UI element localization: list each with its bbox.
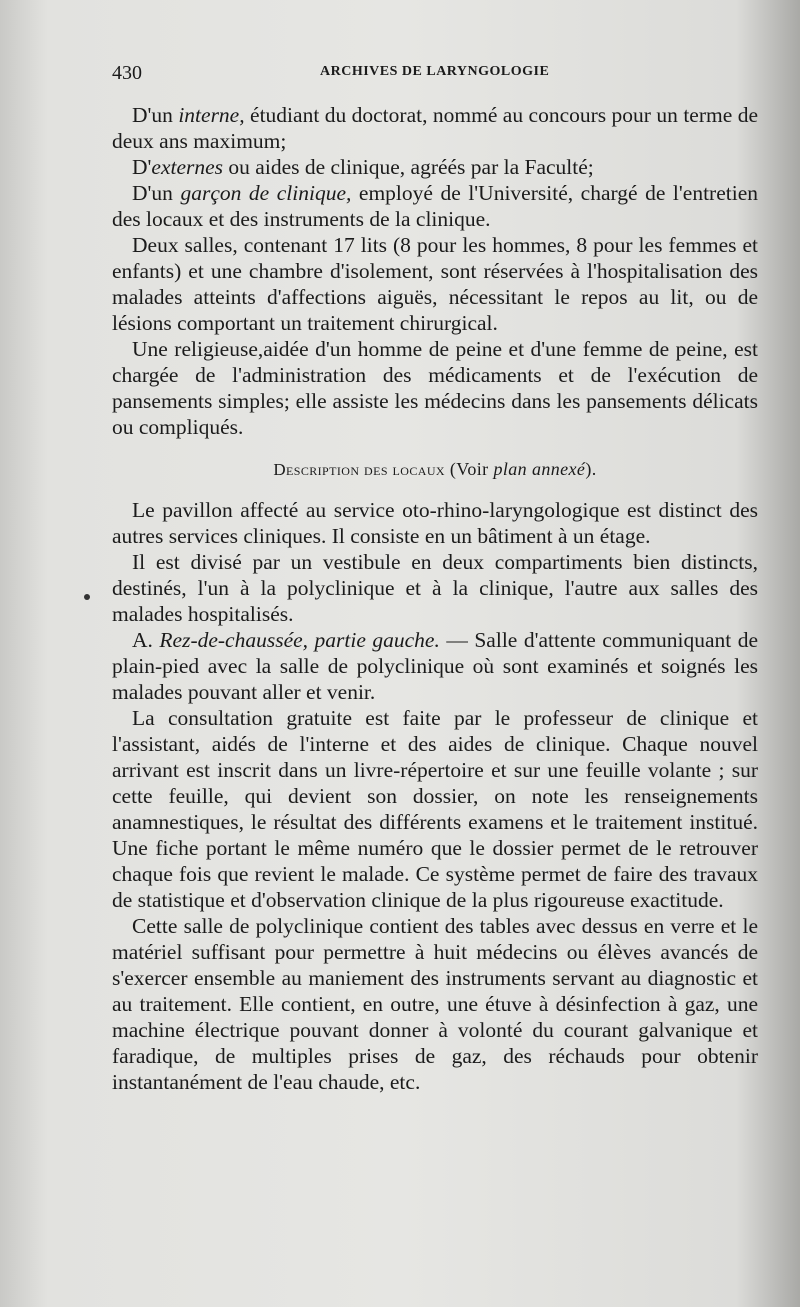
running-title: ARCHIVES DE LARYNGOLOGIE xyxy=(320,64,550,79)
page-header xyxy=(112,62,757,86)
paragraph-consultation: La consultation gratuite est faite par le professeur de clinique et l'assistant, aidés de l'interne et des aides de clinique. Chaque nouvel arrivant est inscrit dans un livre-répertoire et sur une feuille volante ; sur cette feuille, qui devient son dossier, on note les renseignements anamnestiques, le résultat des différents examens et le traitement institué. Une fiche portant le même numéro que le dossier permet de le retrouver chaque fois que revient le malade. Ce système permet de faire des travaux de statistique et d'observation clinique de la plus rigoureuse exactitude. xyxy=(112,706,758,912)
margin-dot-mark xyxy=(84,594,90,600)
paragraph-vestibule: Il est divisé par un vestibule en deux compartiments bien distincts, destinés, l'un à la polyclinique et à la clinique, l'autre aux salles des malades hospitalisés. xyxy=(112,550,758,626)
page-body xyxy=(112,102,758,1095)
paragraph-polyclinique: Cette salle de polyclinique contient des tables avec dessus en verre et le matériel suffisant pour permettre à huit médecins ou élèves avancés de s'exercer ensemble au maniement des instruments servant au diagnostic et au traitement. Elle contient, en outre, une étuve à désinfection à gaz, une machine électrique pouvant donner à volonté du courant galvanique et faradique, de multiples prises de gaz, des réchauds pour obtenir instantanément de l'eau chaude, etc. xyxy=(112,914,758,1094)
paragraph-interne: D'un interne, étudiant du doctorat, nommé au concours pour un terme de deux ans maximum; xyxy=(112,103,758,153)
paragraph-garcon: D'un garçon de clinique, employé de l'Université, chargé de l'entretien des locaux et des instruments de la clinique. xyxy=(112,181,758,231)
page-number: 430 xyxy=(112,62,142,84)
paragraph-religieuse: Une religieuse,aidée d'un homme de peine et d'une femme de peine, est chargée de l'administration des médicaments et de l'exécution de pansements simples; elle assiste les médecins dans les pansements délicats ou compliqués. xyxy=(112,337,758,439)
paragraph-externes: D'externes ou aides de clinique, agréés par la Faculté; xyxy=(132,155,594,179)
paragraph-rez-de-chaussee: A. Rez-de-chaussée, partie gauche. — Salle d'attente communiquant de plain-pied avec la salle de polyclinique où sont examinés et soignés les malades pouvant aller et venir. xyxy=(112,628,759,704)
paragraph-salles: Deux salles, contenant 17 lits (8 pour les hommes, 8 pour les femmes et enfants) et une chambre d'isolement, sont réservées à l'hospitalisation des malades atteints d'affections aiguës, nécessitant le repos au lit, ou de lésions comportant un traitement chirurgical. xyxy=(112,233,758,335)
section-heading: Description des locaux (Voir plan annexé). xyxy=(273,459,597,479)
paragraph-pavillon: Le pavillon affecté au service oto-rhino-laryngologique est distinct des autres services cliniques. Il consiste en un bâtiment à un étage. xyxy=(112,498,758,548)
